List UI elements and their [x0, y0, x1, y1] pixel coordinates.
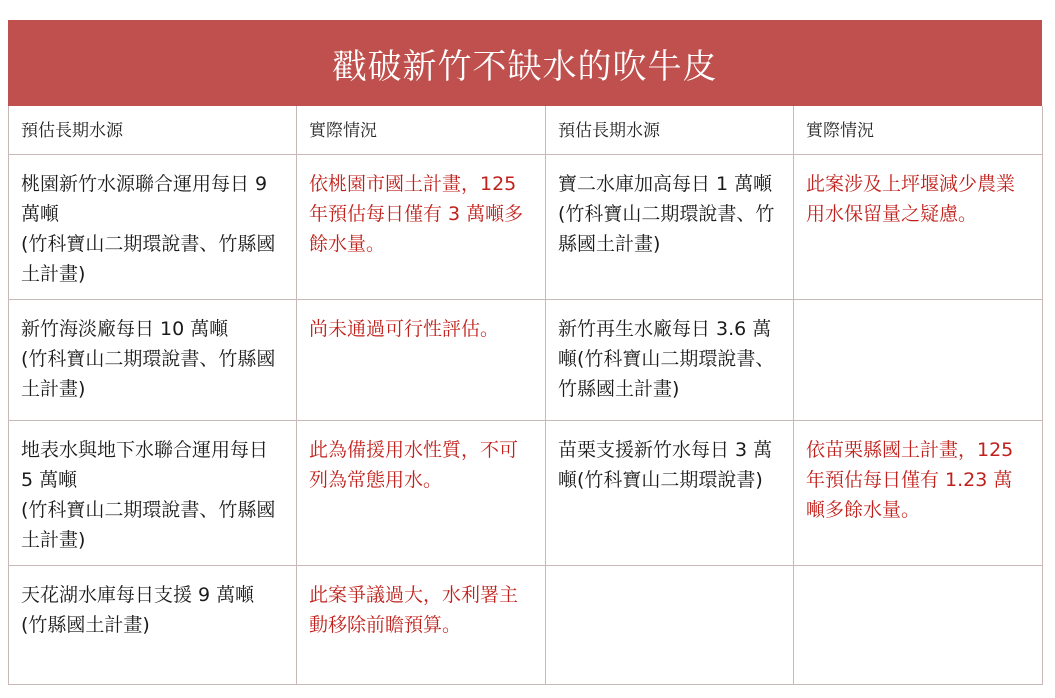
header-estimated-source-b: 預估長期水源: [546, 106, 794, 155]
table-row: [9, 566, 1043, 685]
actual-situation-cell: 此為備援用水性質，不可列為常態用水。: [297, 421, 546, 566]
actual-situation-cell: 此案涉及上坪堰減少農業用水保留量之疑慮。: [794, 155, 1043, 300]
estimated-source-cell: 新竹海淡廠每日 10 萬噸 (竹科寶山二期環說書、竹縣國土計畫): [9, 300, 297, 421]
table-row: [9, 300, 1043, 421]
table-title: 戳破新竹不缺水的吹牛皮: [8, 20, 1042, 106]
water-source-table: [8, 106, 1043, 685]
estimated-source-cell: 天花湖水庫每日支援 9 萬噸 (竹縣國土計畫): [9, 566, 297, 685]
header-actual-situation-a: 實際情況: [297, 106, 546, 155]
estimated-source-cell: 地表水與地下水聯合運用每日 5 萬噸 (竹科寶山二期環說書、竹縣國土計畫): [9, 421, 297, 566]
estimated-source-cell: 寶二水庫加高每日 1 萬噸 (竹科寶山二期環說書、竹縣國土計畫): [546, 155, 794, 300]
table-row: [9, 421, 1043, 566]
actual-situation-cell: 依桃園市國土計畫，125 年預估每日僅有 3 萬噸多餘水量。: [297, 155, 546, 300]
document: [8, 20, 1042, 685]
table-row: [9, 155, 1043, 300]
estimated-source-cell: 苗栗支援新竹水每日 3 萬噸(竹科寶山二期環說書): [546, 421, 794, 566]
actual-situation-cell: 依苗栗縣國土計畫，125 年預估每日僅有 1.23 萬噸多餘水量。: [794, 421, 1043, 566]
estimated-source-cell: 新竹再生水廠每日 3.6 萬噸(竹科寶山二期環說書、竹縣國土計畫): [546, 300, 794, 421]
estimated-source-cell: 桃園新竹水源聯合運用每日 9 萬噸 (竹科寶山二期環說書、竹縣國土計畫): [9, 155, 297, 300]
header-actual-situation-b: 實際情況: [794, 106, 1043, 155]
actual-situation-cell: [794, 300, 1043, 421]
actual-situation-cell: 尚未通過可行性評估。: [297, 300, 546, 421]
header-estimated-source-a: 預估長期水源: [9, 106, 297, 155]
table-header-row: [9, 106, 1043, 155]
actual-situation-cell: [794, 566, 1043, 685]
estimated-source-cell: [546, 566, 794, 685]
actual-situation-cell: 此案爭議過大，水利署主動移除前瞻預算。: [297, 566, 546, 685]
